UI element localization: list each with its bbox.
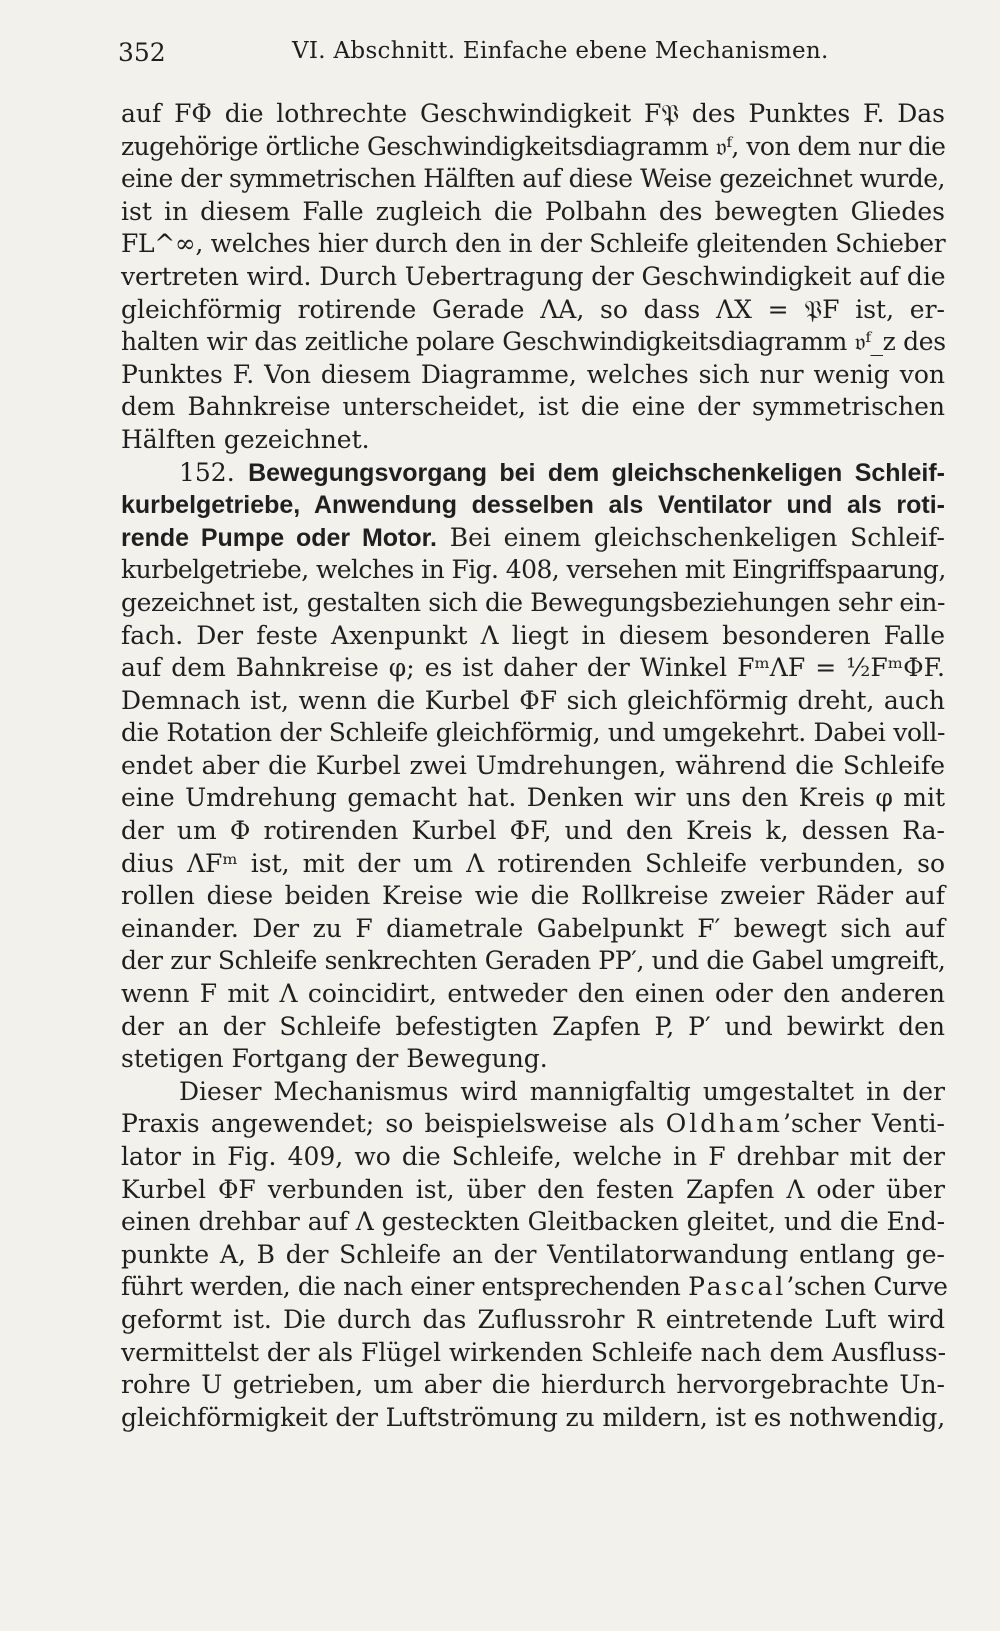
text-line: zugehörige örtliche Geschwindigkeitsdiagramm 𝔳ᶠ, von dem nur die [121, 131, 946, 161]
section-title-line [121, 522, 945, 555]
text-line [121, 1108, 945, 1141]
text-line: rohre U getrieben, um aber die hierdurch hervorgebrachte Un- [121, 1370, 945, 1400]
text-line: lator in Fig. 409, wo die Schleife, welche in F drehbar mit der [121, 1142, 945, 1171]
text-line: vertreten wird. Durch Uebertragung der Geschwindigkeit auf die [121, 261, 946, 291]
text-line: vermittelst der als Flügel wirkenden Schleife nach dem Ausfluss- [121, 1337, 947, 1367]
running-head: VI. Abschnitt. Einfache ebene Mechanismen. [292, 38, 829, 64]
text-line: auf FΦ die lothrechte Geschwindigkeit F𝔓 des Punktes F. Das [121, 99, 945, 128]
page-number: 352 [118, 38, 166, 67]
text-line: einander. Der zu F diametrale Gabelpunkt F′ bewegt sich auf [121, 913, 945, 943]
text-line: einen drehbar auf Λ gesteckten Gleitbacken gleitet, und die End- [121, 1207, 946, 1237]
text-line: die Rotation der Schleife gleichförmig, und umgekehrt. Dabei voll- [121, 718, 946, 748]
text-run: ’schen Curve [786, 1272, 948, 1302]
person-name: Pascal [688, 1272, 787, 1302]
text-line: ist in diesem Falle zugleich die Polbahn des bewegten Gliedes [121, 196, 945, 226]
page-header [118, 38, 936, 70]
text-line: dius ΛFᵐ ist, mit der um Λ rotirenden Schleife verbunden, so [121, 848, 945, 878]
text-line: endet aber die Kurbel zwei Umdrehungen, während die Schleife [121, 750, 945, 780]
text-line: fach. Der feste Axenpunkt Λ liegt in diesem besonderen Falle [121, 620, 945, 650]
text-run: ’scher Venti- [783, 1109, 945, 1139]
text-line: Demnach ist, wenn die Kurbel ΦF sich gleichförmig dreht, auch [121, 685, 945, 715]
text-line: geformt ist. Die durch das Zuflussrohr R eintretende Luft wird [121, 1304, 945, 1334]
text-line: der zur Schleife senkrechten Geraden PP′, und die Gabel umgreift, [121, 946, 946, 976]
text-run: Bei einem gleichschenkeligen Schleif- [449, 522, 945, 552]
text-line: kurbelgetriebe, welches in Fig. 408, versehen mit Eingriffspaarung, [121, 555, 946, 585]
text-line: Hälften gezeichnet. [121, 424, 370, 454]
text-line: Punktes F. Von diesem Diagramme, welches sich nur wenig von [121, 359, 945, 389]
text-line: gleichförmig rotirende Gerade ΛA, so dass ΛX = 𝔓F ist, er- [121, 294, 945, 324]
page-body [121, 98, 948, 1434]
text-line: rollen diese beiden Kreise wie die Rollkreise zweier Räder auf [121, 881, 945, 911]
text-line: dem Bahnkreise unterscheidet, ist die eine der symmetrischen [121, 392, 945, 422]
text-line: stetigen Fortgang der Bewegung. [121, 1044, 548, 1074]
section-heading-line [121, 457, 945, 490]
text-line: eine Umdrehung gemacht hat. Denken wir uns den Kreis φ mit [121, 783, 945, 813]
text-line: FL^∞, welches hier durch den in der Schleife gleitenden Schieber [121, 229, 946, 259]
text-run: Praxis angewendet; so beispielsweise als [121, 1109, 666, 1139]
person-name: Oldham [665, 1109, 783, 1139]
section-title-line: kurbelgetriebe, Anwendung desselben als Ventilator und als roti- [121, 491, 945, 520]
text-line: gezeichnet ist, gestalten sich die Bewegungsbeziehungen sehr ein- [121, 587, 945, 617]
text-line [121, 1271, 948, 1304]
text-line: Dieser Mechanismus wird mannigfaltig umgestaltet in der [179, 1076, 945, 1106]
text-line: halten wir das zeitliche polare Geschwindigkeitsdiagramm 𝔳ᶠ_z des [121, 327, 946, 357]
section-title: Bewegungsvorgang bei dem gleichschenkeligen Schleif- [248, 458, 945, 487]
text-line: wenn F mit Λ coincidirt, entweder den einen oder den anderen [121, 979, 945, 1009]
text-line: gleichförmigkeit der Luftströmung zu mildern, ist es nothwendig, [121, 1402, 945, 1432]
text-line: eine der symmetrischen Hälften auf diese Weise gezeichnet wurde, [121, 164, 945, 194]
text-line: Kurbel ΦF verbunden ist, über den festen Zapfen Λ oder über [121, 1174, 945, 1204]
section-number: 152. [179, 457, 235, 487]
text-line: der an der Schleife befestigten Zapfen P, P′ und bewirkt den [121, 1011, 945, 1041]
text-line: der um Φ rotirenden Kurbel ΦF, und den Kreis k, dessen Ra- [121, 816, 945, 846]
text-line: auf dem Bahnkreise φ; es ist daher der Winkel FᵐΛF = ½FᵐΦF. [121, 653, 945, 683]
text-line: punkte A, B der Schleife an der Ventilatorwandung entlang ge- [121, 1239, 945, 1269]
section-title: rende Pumpe oder Motor. [121, 523, 437, 552]
text-run: führt werden, die nach einer entsprechenden [121, 1272, 689, 1302]
